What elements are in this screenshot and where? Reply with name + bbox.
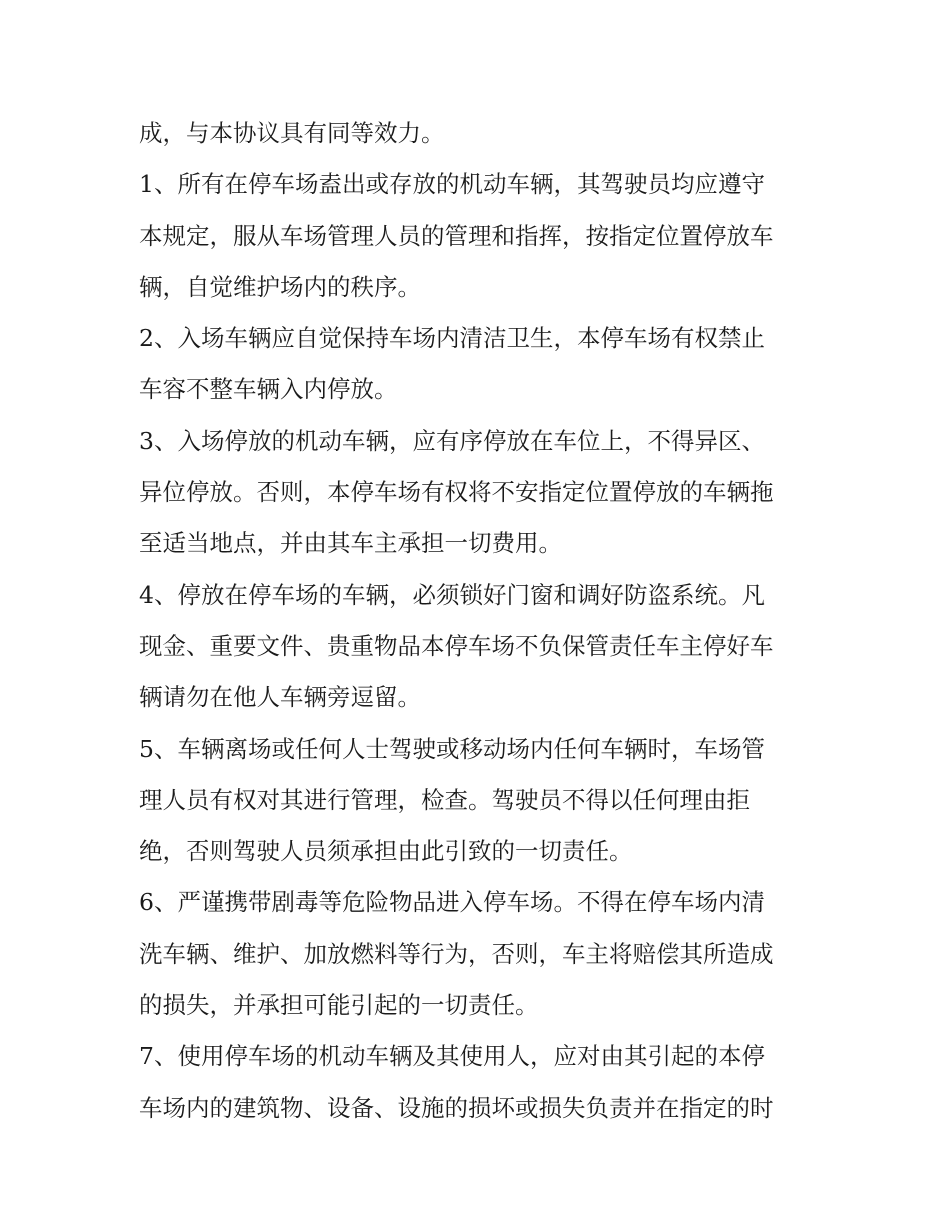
text-line: 辆请勿在他人车辆旁逗留。 bbox=[139, 683, 421, 712]
text-line: 至适当地点，并由其车主承担一切费用。 bbox=[139, 529, 562, 558]
document-body bbox=[139, 108, 819, 1134]
text-line: 3、入场停放的机动车辆，应有序停放在车位上，不得异区、 bbox=[139, 426, 765, 455]
text-line: 洗车辆、维护、加放燃料等行为，否则，车主将赔偿其所造成 bbox=[139, 939, 774, 968]
text-line: 1、所有在停车场盍出或存放的机动车辆，其驾驶员均应遵守 bbox=[139, 170, 765, 199]
text-line: 辆，自觉维护场内的秩序。 bbox=[139, 272, 421, 301]
text-line: 的损失，并承担可能引起的一切责任。 bbox=[139, 991, 539, 1020]
text-line: 4、停放在停车场的车辆，必须锁好门窗和调好防盗系统。凡 bbox=[139, 580, 765, 609]
text-line: 车场内的建筑物、设备、设施的损坏或损失负责并在指定的时 bbox=[139, 1093, 774, 1122]
text-line: 2、入场车辆应自觉保持车场内清洁卫生，本停车场有权禁止 bbox=[139, 324, 765, 353]
text-line: 现金、重要文件、贵重物品本停车场不负保管责任车主停好车 bbox=[139, 631, 774, 660]
text-line: 异位停放。否则，本停车场有权将不安指定位置停放的车辆拖 bbox=[139, 478, 774, 507]
text-line: 7、使用停车场的机动车辆及其使用人，应对由其引起的本停 bbox=[139, 1042, 765, 1071]
text-line: 绝，否则驾驶人员须承担由此引致的一切责任。 bbox=[139, 837, 633, 866]
text-line: 本规定，服从车场管理人员的管理和指挥，按指定位置停放车 bbox=[139, 221, 774, 250]
text-line: 理人员有权对其进行管理，检查。驾驶员不得以任何理由拒 bbox=[139, 785, 750, 814]
text-line: 成，与本协议具有同等效力。 bbox=[139, 119, 445, 147]
text-line: 6、严谨携带剧毒等危险物品进入停车场。不得在停车场内清 bbox=[139, 888, 765, 917]
text-line: 车容不整车辆入内停放。 bbox=[139, 375, 398, 404]
text-line: 5、车辆离场或任何人士驾驶或移动场内任何车辆时，车场管 bbox=[139, 734, 765, 763]
